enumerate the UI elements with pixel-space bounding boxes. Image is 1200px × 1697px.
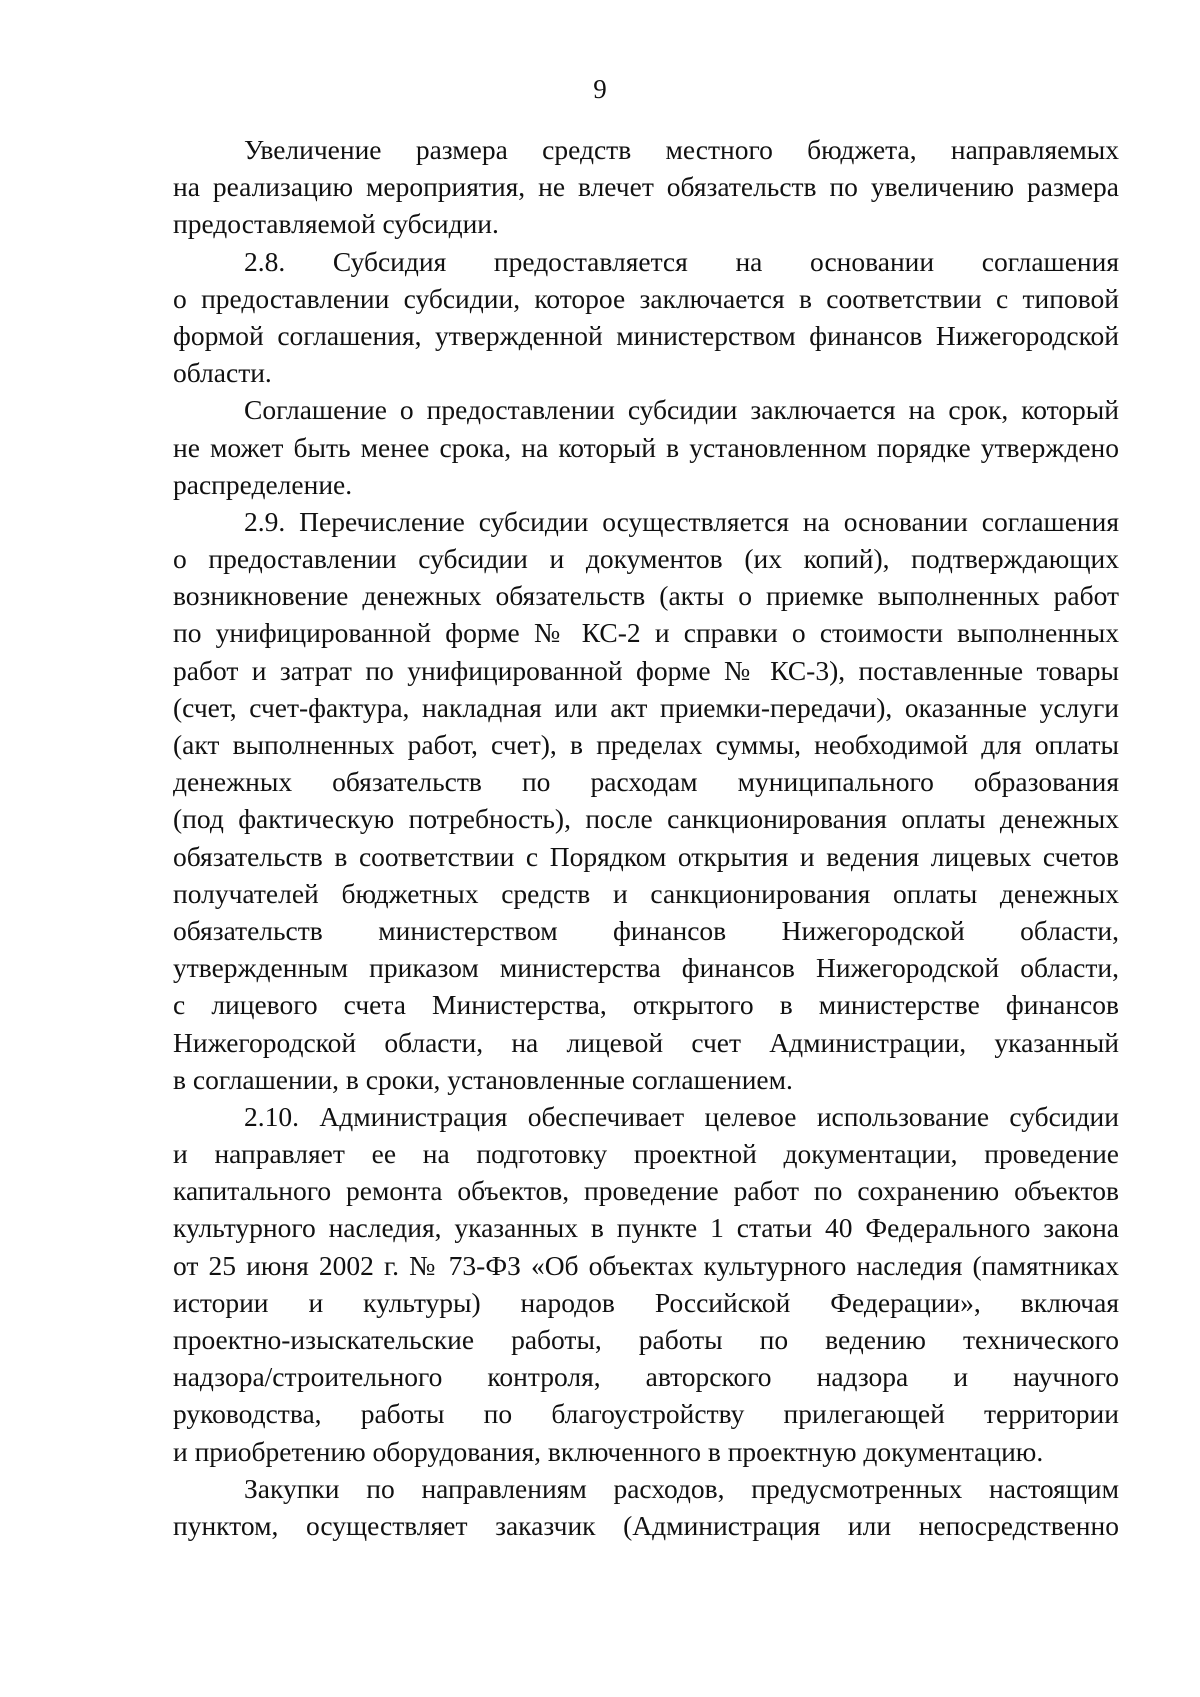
text-line: получателей бюджетных средств и санкционирования оплаты денежных: [173, 877, 1119, 909]
text-line: по унифицированной форме № КС-2 и справки о стоимости выполненных: [173, 617, 1119, 649]
text-line: формой соглашения, утвержденной министерством финансов Нижегородской: [173, 319, 1119, 351]
text-line: о предоставлении субсидии и документов (их копий), подтверждающих: [173, 543, 1119, 575]
text-line: Нижегородской области, на лицевой счет Администрации, указанный: [173, 1026, 1119, 1058]
paragraph-p4: [173, 503, 1119, 1098]
text-line: 2.8. Субсидия предоставляется на основании соглашения: [244, 245, 1119, 277]
page-number: 9: [593, 74, 607, 104]
paragraph-p2: [173, 243, 1119, 392]
paragraph-p6: [173, 1470, 1119, 1544]
text-line: (счет, счет-фактура, накладная или акт приемки-передачи), оказанные услуги: [173, 691, 1119, 723]
text-line: надзора/строительного контроля, авторского надзора и научного: [173, 1361, 1119, 1393]
text-line: от 25 июня 2002 г. № 73-ФЗ «Об объектах культурного наследия (памятниках: [173, 1249, 1119, 1281]
paragraph-p5: [173, 1098, 1119, 1470]
text-line: распределение.: [173, 468, 353, 500]
text-line: утвержденным приказом министерства финансов Нижегородской области,: [173, 952, 1119, 984]
text-line: 2.10. Администрация обеспечивает целевое использование субсидии: [244, 1100, 1119, 1132]
text-line: о предоставлении субсидии, которое заключается в соответствии с типовой: [173, 282, 1119, 314]
text-line: возникновение денежных обязательств (акты о приемке выполненных работ: [173, 580, 1119, 612]
text-line: работ и затрат по унифицированной форме № КС-3), поставленные товары: [173, 654, 1119, 686]
text-line: и приобретению оборудования, включенного в проектную документацию.: [173, 1435, 1044, 1467]
text-line: обязательств министерством финансов Нижегородской области,: [173, 914, 1119, 946]
text-line: не может быть менее срока, на который в установленном порядке утверждено: [173, 431, 1119, 463]
text-line: и направляет ее на подготовку проектной документации, проведение: [173, 1138, 1119, 1170]
paragraph-p3: [173, 391, 1119, 503]
text-line: проектно-изыскательские работы, работы по ведению технического: [173, 1324, 1119, 1355]
text-line: с лицевого счета Министерства, открытого в министерстве финансов: [173, 989, 1119, 1021]
text-line: (акт выполненных работ, счет), в пределах суммы, необходимой для оплаты: [173, 729, 1119, 760]
text-line: (под фактическую потребность), после санкционирования оплаты денежных: [173, 803, 1119, 835]
text-line: капитального ремонта объектов, проведение работ по сохранению объектов: [173, 1175, 1119, 1207]
text-line: культурного наследия, указанных в пункте 1 статьи 40 Федерального закона: [173, 1212, 1119, 1244]
text-line: Закупки по направлениям расходов, предусмотренных настоящим: [244, 1472, 1119, 1504]
text-line: пунктом, осуществляет заказчик (Администрация или непосредственно: [173, 1509, 1119, 1541]
text-line: Соглашение о предоставлении субсидии заключается на срок, который: [244, 394, 1119, 426]
text-line: на реализацию мероприятия, не влечет обязательств по увеличению размера: [173, 171, 1119, 203]
text-line: области.: [173, 357, 272, 389]
text-line: 2.9. Перечисление субсидии осуществляется на основании соглашения: [244, 505, 1119, 537]
paragraph-p1: [173, 131, 1119, 243]
text-line: в соглашении, в сроки, установленные соглашением.: [173, 1063, 793, 1095]
text-line: Увеличение размера средств местного бюджета, направляемых: [244, 134, 1119, 165]
text-line: истории и культуры) народов Российской Федерации», включая: [173, 1286, 1119, 1318]
text-line: обязательств в соответствии с Порядком открытия и ведения лицевых счетов: [173, 840, 1119, 872]
text-line: руководства, работы по благоустройству прилегающей территории: [173, 1398, 1119, 1430]
document-body: [173, 131, 1119, 1544]
text-line: денежных обязательств по расходам муниципального образования: [173, 766, 1119, 798]
text-line: предоставляемой субсидии.: [173, 208, 499, 240]
